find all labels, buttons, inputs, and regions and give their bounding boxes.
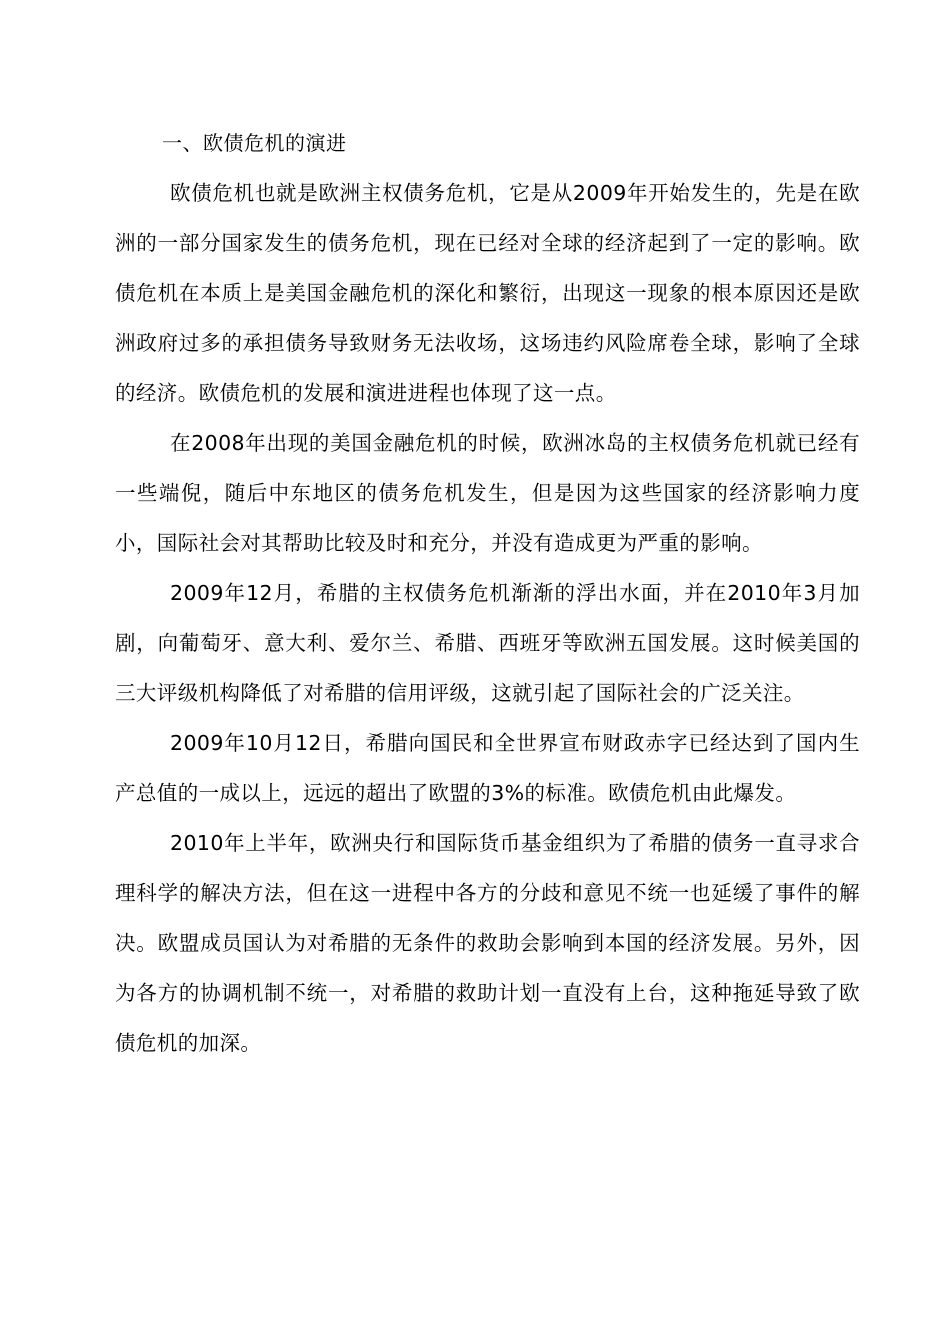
section-heading: 一、欧债危机的演进: [162, 131, 347, 155]
paragraph-2010-first-half: 2010年上半年，欧洲央行和国际货币基金组织为了希腊的债务一直寻求合理科学的解决方法，但在这一进程中各方的分歧和意见不统一也延缓了事件的解决。欧盟成员国认为对希腊的无条件的救助会影响到本国的经济发展。另外，因为各方的协调机制不统一，对希腊的救助计划一直没有上台，这种拖延导致了欧债危机的加深。: [115, 831, 860, 1055]
document-body: [115, 118, 860, 1068]
paragraph-2009-december: 2009年12月，希腊的主权债务危机渐渐的浮出水面，并在2010年3月加剧，向葡萄牙、意大利、爱尔兰、希腊、西班牙等欧洲五国发展。这时候美国的三大评级机构降低了对希腊的信用评级，这就引起了国际社会的广泛关注。: [115, 581, 860, 705]
paragraph-2008-origins: 在2008年出现的美国金融危机的时候，欧洲冰岛的主权债务危机就已经有一些端倪，随后中东地区的债务危机发生，但是因为这些国家的经济影响力度小，国际社会对其帮助比较及时和充分，并没有造成更为严重的影响。: [115, 431, 860, 555]
paragraph-2009-october: 2009年10月12日，希腊向国民和全世界宣布财政赤字已经达到了国内生产总值的一成以上，远远的超出了欧盟的3%的标准。欧债危机由此爆发。: [115, 731, 860, 805]
paragraph-overview: 欧债危机也就是欧洲主权债务危机，它是从2009年开始发生的，先是在欧洲的一部分国家发生的债务危机，现在已经对全球的经济起到了一定的影响。欧债危机在本质上是美国金融危机的深化和繁衍，出现这一现象的根本原因还是欧洲政府过多的承担债务导致财务无法收场，这场违约风险席卷全球，影响了全球的经济。欧债危机的发展和演进进程也体现了这一点。: [115, 181, 860, 405]
